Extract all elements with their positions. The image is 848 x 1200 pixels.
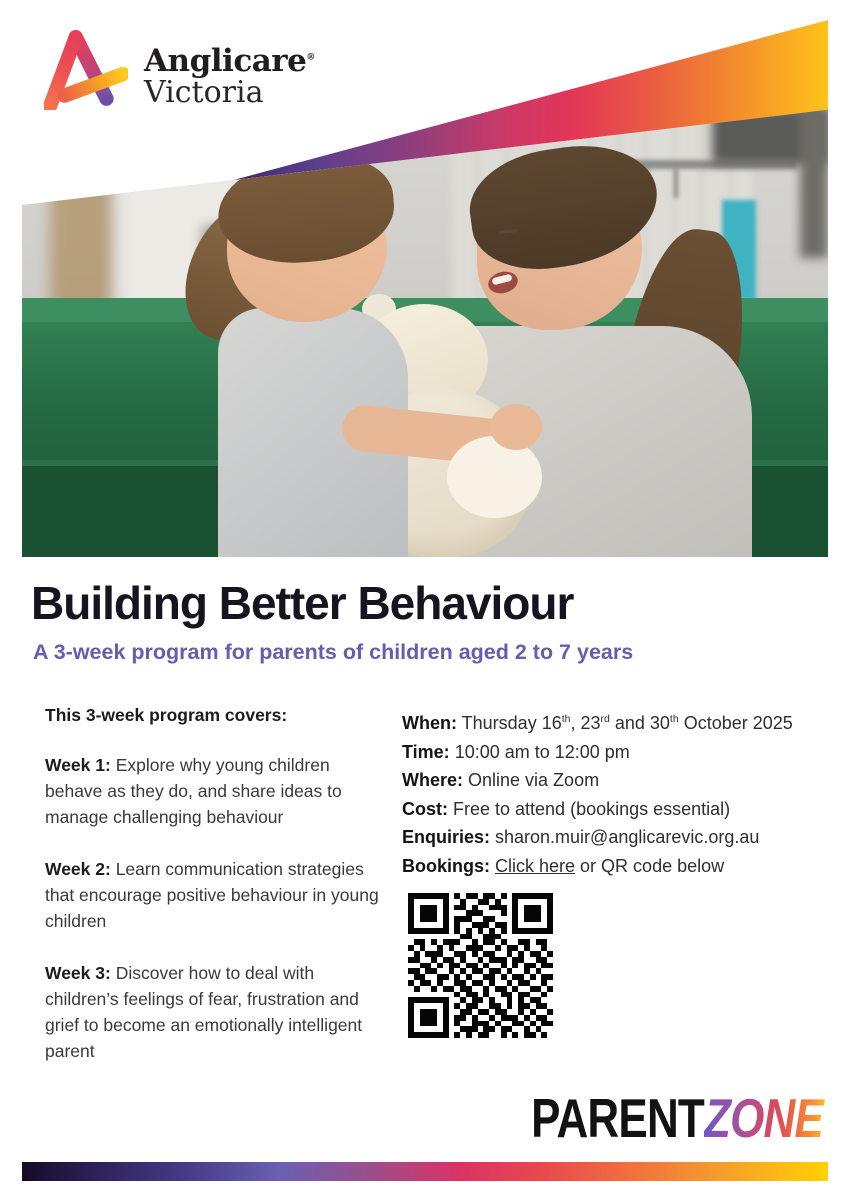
- hero-photo: [22, 108, 828, 557]
- detail-enquiries: [402, 823, 842, 852]
- bookings-text: or QR code below: [575, 855, 725, 876]
- registered-mark: ®: [306, 52, 315, 63]
- parentzone-parent-text: PARENT: [531, 1087, 705, 1149]
- week-3-text: Discover how to deal with children’s feelings of fear, frustration and grief to become an emotionally intelligent parent: [45, 963, 363, 1061]
- anglicare-logo: [44, 30, 315, 110]
- bottom-gradient-bar: [22, 1162, 828, 1181]
- program-heading: This 3-week program covers:: [45, 705, 288, 725]
- when-text: October 2025: [678, 713, 793, 733]
- week-2-label: Week 2:: [45, 859, 111, 879]
- photo-background-shadow: [800, 108, 828, 258]
- when-sup: th: [561, 713, 571, 725]
- time-label: Time:: [402, 741, 450, 762]
- week-3-item: [45, 960, 379, 1064]
- photo-teddy-paw: [447, 436, 542, 518]
- program-overview: [45, 705, 379, 1090]
- page-subtitle: A 3-week program for parents of children aged 2 to 7 years: [33, 640, 634, 664]
- when-text: and 30: [609, 713, 670, 733]
- week-1-text: Explore why young children behave as they do, and share ideas to manage challenging behaviour: [45, 755, 342, 827]
- week-2-text: Learn communication strategies that encourage positive behaviour in young children: [45, 859, 379, 931]
- anglicare-logo-text: [144, 43, 315, 110]
- when-sup: th: [669, 713, 679, 725]
- when-label: When:: [402, 713, 457, 733]
- when-text: , 23: [570, 713, 601, 733]
- photo-child-hand: [490, 404, 542, 450]
- enquiries-label: Enquiries:: [402, 827, 491, 847]
- session-details: [402, 705, 842, 880]
- detail-where: [402, 766, 842, 795]
- qr-code: [408, 893, 553, 1038]
- cost-value: Free to attend (bookings essential): [448, 798, 731, 819]
- detail-bookings: [402, 852, 842, 881]
- when-sup: rd: [600, 713, 610, 725]
- page-title: Building Better Behaviour: [31, 577, 574, 629]
- parentzone-logo: [531, 1086, 828, 1150]
- photo-background-utensil: [674, 168, 678, 198]
- bookings-link[interactable]: Click here: [495, 855, 576, 876]
- detail-time: [402, 738, 842, 767]
- enquiries-email: sharon.muir@anglicarevic.org.au: [490, 827, 760, 847]
- where-value: Online via Zoom: [463, 770, 600, 790]
- cost-label: Cost:: [402, 798, 448, 819]
- parentzone-zone-text: ZONE: [704, 1086, 828, 1150]
- week-1-item: [45, 752, 379, 830]
- logo-title: Anglicare®: [144, 43, 315, 79]
- bookings-label: Bookings:: [402, 855, 490, 876]
- week-2-item: [45, 856, 379, 934]
- logo-subtitle: Victoria: [144, 74, 264, 110]
- week-3-label: Week 3:: [45, 963, 111, 983]
- time-value: 10:00 am to 12:00 pm: [449, 741, 630, 762]
- when-text: Thursday 16: [456, 713, 562, 733]
- where-label: Where:: [402, 770, 464, 790]
- anglicare-a-icon: [44, 30, 128, 110]
- week-1-label: Week 1:: [45, 755, 111, 775]
- detail-cost: [402, 795, 842, 824]
- detail-when: [402, 705, 842, 738]
